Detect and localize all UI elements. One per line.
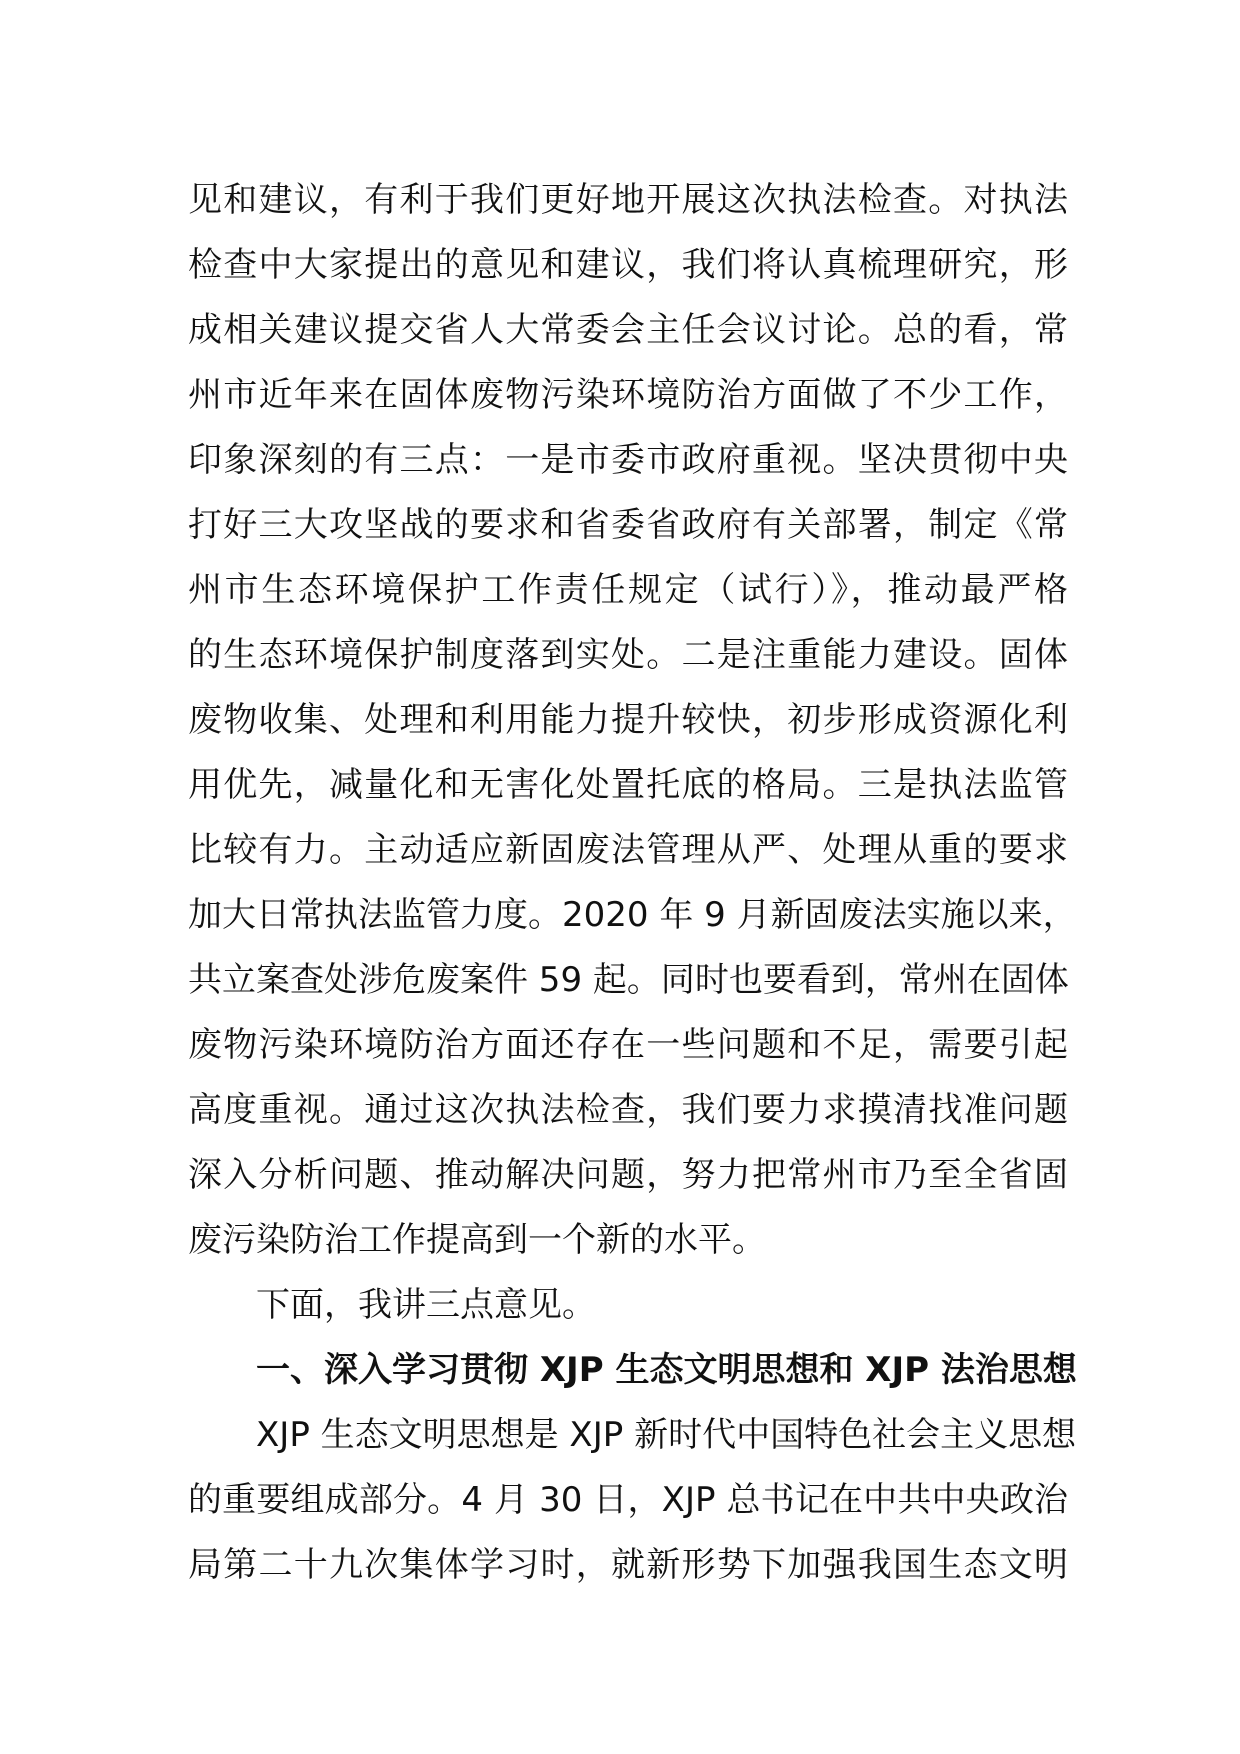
text-line: 见和建议，有利于我们更好地开展这次执法检查。对执法 [188, 180, 1068, 220]
text-line: 用优先，减量化和无害化处置托底的格局。三是执法监管 [188, 765, 1068, 805]
text-line: 局第二十九次集体学习时，就新形势下加强我国生态文明 [188, 1545, 1068, 1585]
text-line: 共立案查处涉危废案件 59 起。同时也要看到，常州在固体 [188, 960, 1069, 1000]
text-line: 的生态环境保护制度落到实处。二是注重能力建设。固体 [188, 635, 1068, 675]
text-line: 加大日常执法监管力度。2020 年 9 月新固废法实施以来， [188, 895, 1077, 935]
document-body [188, 168, 1077, 1598]
text-line: 成相关建议提交省人大常委会主任会议讨论。总的看，常 [188, 310, 1068, 350]
paragraph-line: 下面，我讲三点意见。 [256, 1285, 596, 1325]
section-heading: 一、深入学习贯彻 XJP 生态文明思想和 XJP 法治思想 [256, 1350, 1077, 1390]
text-line: 废污染防治工作提高到一个新的水平。 [188, 1220, 766, 1260]
text-line: 废物收集、处理和利用能力提升较快，初步形成资源化利 [188, 700, 1068, 740]
text-line: 深入分析问题、推动解决问题，努力把常州市乃至全省固 [188, 1155, 1068, 1195]
text-line: 的重要组成部分。4 月 30 日，XJP 总书记在中共中央政治 [188, 1480, 1068, 1520]
paragraph-line: XJP 生态文明思想是 XJP 新时代中国特色社会主义思想 [256, 1415, 1077, 1455]
text-line: 废物污染环境防治方面还存在一些问题和不足，需要引起 [188, 1025, 1068, 1065]
text-line: 高度重视。通过这次执法检查，我们要力求摸清找准问题 [188, 1090, 1068, 1130]
text-line: 打好三大攻坚战的要求和省委省政府有关部署，制定《常 [188, 505, 1068, 545]
text-line: 州市近年来在固体废物污染环境防治方面做了不少工作， [188, 375, 1068, 415]
text-line: 比较有力。主动适应新固废法管理从严、处理从重的要求 [188, 830, 1068, 870]
text-line: 检查中大家提出的意见和建议，我们将认真梳理研究，形 [188, 245, 1068, 285]
text-line: 印象深刻的有三点：一是市委市政府重视。坚决贯彻中央 [188, 440, 1068, 480]
text-line: 州市生态环境保护工作责任规定（试行）》，推动最严格 [188, 570, 1068, 610]
